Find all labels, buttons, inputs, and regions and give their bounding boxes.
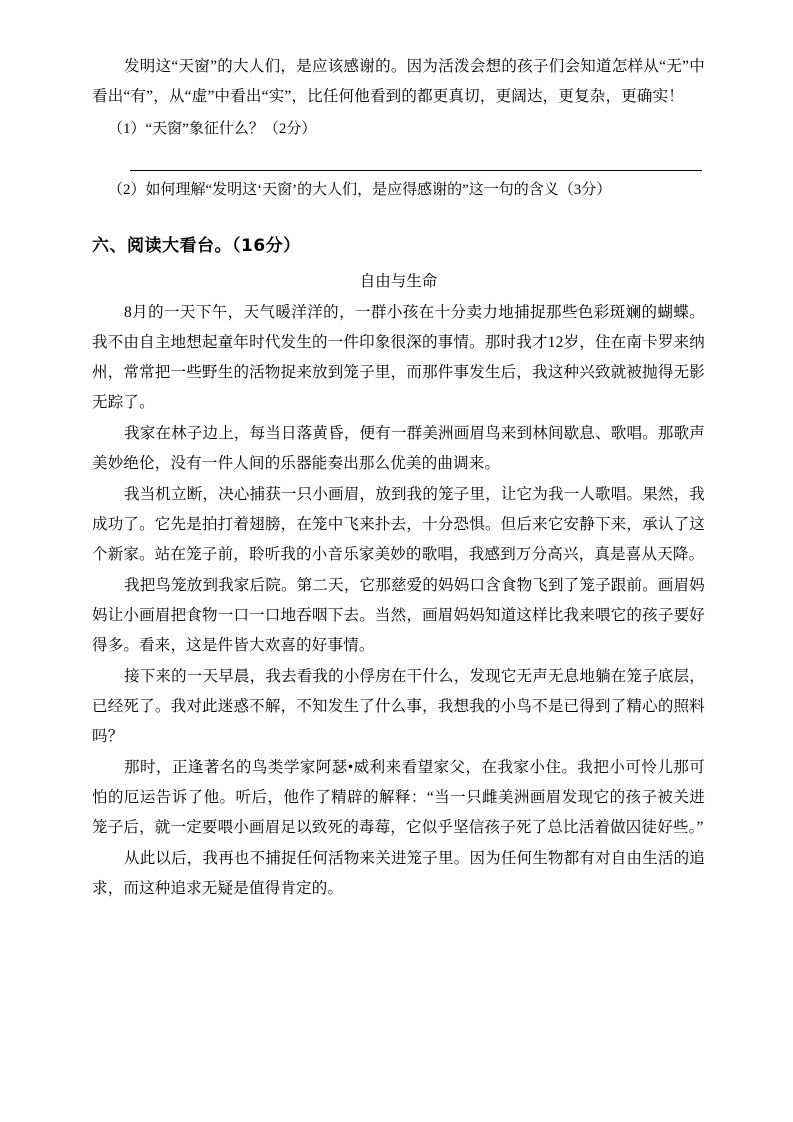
question-1: （1）“天窗”象征什么？（2分） <box>108 121 317 137</box>
article-paragraph: 接下来的一天早晨，我去看我的小俘房在干什么，发现它无声无息地躺在笼子底层，已经死了。我对此迷惑不解，不知发生了什么事，我想我的小鸟不是已得到了精心的照料吗？ <box>92 668 705 745</box>
passage-paragraph: 发明这“天窗”的大人们，是应该感谢的。因为活泼会想的孩子们会知道怎样从“无”中看出“有”，从“虚”中看出“实”，比任何他看到的都更真切，更阔达，更复杂，更确实！ <box>92 58 705 105</box>
article-title: 自由与生命 <box>359 273 438 290</box>
article-paragraph: 我把鸟笼放到我家后院。第二天，它那慈爱的妈妈口含食物飞到了笼子跟前。画眉妈妈让小画眉把食物一口一口地吞咽下去。当然，画眉妈妈知道这样比我来喂它的孩子要好得多。看来，这是件皆大欢喜的好事情。 <box>92 577 705 654</box>
article-paragraph: 我家在林子边上，每当日落黄昏，便有一群美洲画眉鸟来到林间歇息、歌唱。那歌声美妙绝伦，没有一件人间的乐器能奏出那么优美的曲调来。 <box>92 425 705 472</box>
answer-line <box>130 170 702 171</box>
article-paragraph: 8月的一天下午，天气暖洋洋的，一群小孩在十分卖力地捕捉那些色彩斑斓的蝴蝶。我不由自主地想起童年时代发生的一件印象很深的事情。那时我才12岁，住在南卡罗来纳州，常常把一些野生的活物捉来放到笼子里，而那件事发生后，我这种兴致就被抛得无影无踪了。 <box>92 304 705 411</box>
question-2: （2）如何理解“发明这‘天窗’的大人们，是应得感谢的”这一句的含义（3分） <box>108 182 612 198</box>
section-heading: 六、阅读大看台。（16分） <box>92 236 301 256</box>
article-paragraph: 从此以后，我再也不捕捉任何活物来关进笼子里。因为任何生物都有对自由生活的追求，而这种追求无疑是值得肯定的。 <box>92 850 705 897</box>
article-paragraph: 我当机立断，决心捕获一只小画眉，放到我的笼子里，让它为我一人歌唱。果然，我成功了。它先是拍打着翅膀，在笼中飞来扑去，十分恐惧。但后来它安静下来，承认了这个新家。站在笼子前，聆听我的小音乐家美妙的歌唱，我感到万分高兴，真是喜从天降。 <box>92 486 705 563</box>
article-paragraph: 那时，正逢著名的鸟类学家阿瑟•威利来看望家父，在我家小住。我把小可怜儿那可怕的厄运告诉了他。听后，他作了精辟的解释：“当一只雌美洲画眉发现它的孩子被关进笼子后，就一定要喂小画眉足以致死的毒莓，它似乎坚信孩子死了总比活着做囚徒好些。” <box>92 759 705 836</box>
